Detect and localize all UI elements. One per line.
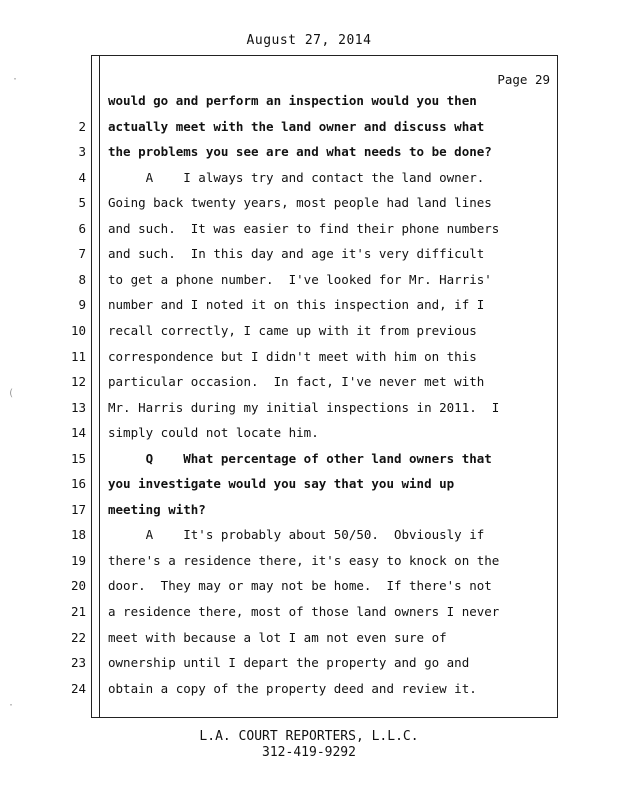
transcript-line: A It's probably about 50/50. Obviously if — [108, 527, 485, 542]
line-number: 18 — [70, 527, 86, 542]
line-number: 14 — [70, 425, 86, 440]
line-number: 13 — [70, 400, 86, 415]
transcript-line: ownership until I depart the property and go and — [108, 655, 470, 670]
transcript-line: meeting with? — [108, 502, 206, 517]
transcript-line: A I always try and contact the land owner. — [108, 170, 485, 185]
page-number: Page 29 — [497, 72, 550, 87]
line-number: 5 — [78, 195, 86, 210]
transcript-line: there's a residence there, it's easy to knock on the — [108, 553, 500, 568]
transcript-date: August 27, 2014 — [246, 33, 372, 48]
transcript-line: a residence there, most of those land owners I never — [108, 604, 500, 619]
transcript-line: particular occasion. In fact, I've never met with — [108, 374, 485, 389]
transcript-line: and such. In this day and age it's very difficult — [108, 246, 485, 261]
scan-speck: ( — [8, 388, 15, 399]
line-number: 3 — [78, 144, 86, 159]
line-number: 20 — [70, 578, 86, 593]
left-margin-rule — [99, 55, 100, 718]
transcript-line: you investigate would you say that you wind up — [108, 476, 455, 491]
transcript-line: actually meet with the land owner and discuss what — [108, 119, 485, 134]
line-number: 4 — [78, 170, 86, 185]
transcript-line: Going back twenty years, most people had land lines — [108, 195, 492, 210]
transcript-line: Q What percentage of other land owners that — [108, 451, 492, 466]
transcript-line: recall correctly, I came up with it from previous — [108, 323, 477, 338]
footer-reporter-name: L.A. COURT REPORTERS, L.L.C. — [199, 729, 419, 744]
transcript-line: Mr. Harris during my initial inspections in 2011. I — [108, 400, 500, 415]
transcript-line: door. They may or may not be home. If there's not — [108, 578, 492, 593]
transcript-line: meet with because a lot I am not even sure of — [108, 630, 447, 645]
scan-speck: · — [12, 74, 19, 85]
line-number: 2 — [78, 119, 86, 134]
line-number: 8 — [78, 272, 86, 287]
line-number: 19 — [70, 553, 86, 568]
line-number: 16 — [70, 476, 86, 491]
scan-speck: · — [8, 700, 15, 711]
transcript-line: to get a phone number. I've looked for Mr. Harris' — [108, 272, 492, 287]
transcript-line: and such. It was easier to find their phone numbers — [108, 221, 500, 236]
line-number: 21 — [70, 604, 86, 619]
line-number: 10 — [70, 323, 86, 338]
footer-phone: 312-419-9292 — [262, 745, 356, 760]
line-number: 22 — [70, 630, 86, 645]
line-number: 15 — [70, 451, 86, 466]
line-number: 9 — [78, 297, 86, 312]
transcript-line: number and I noted it on this inspection and, if I — [108, 297, 485, 312]
line-number: 24 — [70, 681, 86, 696]
line-number: 7 — [78, 246, 86, 261]
line-number: 11 — [70, 349, 86, 364]
transcript-line: the problems you see are and what needs to be done? — [108, 144, 492, 159]
line-number: 12 — [70, 374, 86, 389]
line-number: 6 — [78, 221, 86, 236]
line-number: 23 — [70, 655, 86, 670]
transcript-line: obtain a copy of the property deed and review it. — [108, 681, 477, 696]
transcript-line: simply could not locate him. — [108, 425, 319, 440]
line-number: 17 — [70, 502, 86, 517]
transcript-line: would go and perform an inspection would you then — [108, 93, 477, 108]
transcript-line: correspondence but I didn't meet with him on this — [108, 349, 477, 364]
